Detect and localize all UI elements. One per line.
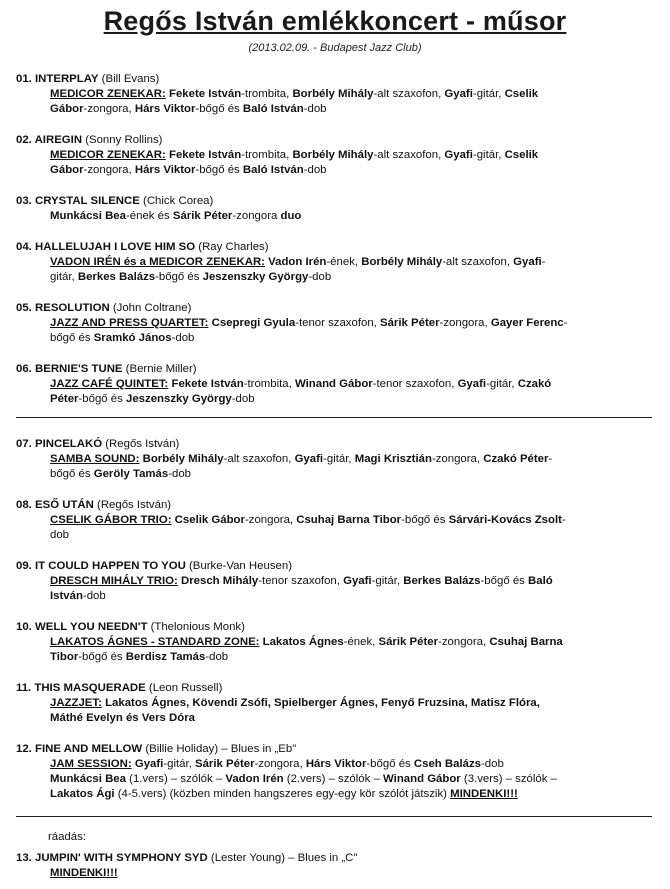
performer-name: Borbély Mihály (361, 256, 443, 268)
performer-name: Czakó Péter (483, 453, 549, 465)
performer-name: Máthé Evelyn és Vers Dóra (50, 712, 195, 724)
song-composer: (Thelonious Monk) (147, 621, 245, 633)
performers-line (50, 452, 658, 467)
instrument-text: bőgő és (50, 468, 94, 480)
performer-name: Gayer Ferenc (490, 317, 564, 329)
performers-line (50, 209, 658, 224)
program-item (16, 742, 658, 802)
instrument-text: dob (50, 529, 70, 541)
performer-name: Fekete István (168, 149, 242, 161)
instrument-text: -zongora, (431, 453, 484, 465)
performers-line (50, 528, 658, 543)
instrument-text: -bőgő és (195, 103, 243, 115)
performer-name: Sárik Péter (172, 210, 233, 222)
encore-label: ráadás: (48, 831, 86, 843)
instrument-text: -zongora, (83, 164, 135, 176)
instrument-text: -gitár, (323, 453, 355, 465)
instrument-text: -zongora, (244, 514, 297, 526)
performer-name: Berdisz Tamás (125, 651, 206, 663)
instrument-text: -bőgő és (480, 575, 529, 587)
performers-line (50, 589, 658, 604)
song-title (16, 620, 658, 635)
performer-name: István (50, 590, 83, 602)
instrument-text: -zongora, (254, 758, 306, 770)
performers-line (50, 102, 658, 117)
performer-name: Hárs Viktor (305, 758, 367, 770)
performers-line (50, 787, 658, 802)
instrument-text: -gitár, (486, 378, 518, 390)
song-name: 10. WELL YOU NEEDN'T (16, 621, 148, 633)
instrument-text: -ének, (326, 256, 362, 268)
song-title (16, 437, 658, 452)
instrument-text: -alt szaxofon, (373, 88, 445, 100)
song-title (16, 851, 658, 866)
program-item (16, 240, 658, 285)
program-item (16, 851, 658, 881)
instrument-text: -zongora, (439, 317, 491, 329)
program-item (16, 620, 658, 665)
band-name: CSELIK GÁBOR TRIO: (50, 514, 172, 526)
performer-name: Gábor (50, 103, 84, 115)
performer-name: Berkes Balázs (77, 271, 156, 283)
instrument-text: -dob (231, 393, 255, 405)
performer-name: Berkes Balázs (403, 575, 481, 587)
program-item (16, 194, 658, 224)
performer-name: Vadon Irén (268, 256, 327, 268)
performer-name: Borbély Mihály (292, 149, 374, 161)
page-subtitle: (2013.02.09. - Budapest Jazz Club) (248, 42, 422, 54)
performer-name: Csepregi Gyula (211, 317, 296, 329)
band-name: MEDICOR ZENEKAR: (50, 149, 166, 161)
song-name: 03. CRYSTAL SILENCE (16, 195, 140, 207)
performers-line (50, 696, 658, 711)
program-item (16, 498, 658, 543)
performer-name: Borbély Mihály (142, 453, 224, 465)
instrument-text: -dob (308, 271, 332, 283)
instrument-text: -zongora (232, 210, 281, 222)
performer-name: Csuhaj Barna (489, 636, 563, 648)
performers-line (50, 87, 658, 102)
performer-name: Munkácsi Bea (50, 773, 126, 785)
performers-line (50, 513, 658, 528)
performers-line (50, 316, 658, 331)
band-name: SAMBA SOUND: (50, 453, 140, 465)
song-title (16, 681, 658, 696)
performers-line (50, 467, 658, 482)
instrument-text: -tenor szaxofon, (372, 378, 458, 390)
instrument-text: -alt szaxofon, (442, 256, 514, 268)
instrument-text: -gitár, (371, 575, 404, 587)
performers-line (50, 331, 658, 346)
instrument-text: -trombita, (241, 149, 293, 161)
performer-name: Munkácsi Bea (50, 210, 126, 222)
instrument-text: -alt szaxofon, (223, 453, 295, 465)
performer-name: Gyafi (444, 149, 473, 161)
song-composer: (Burke-Van Heusen) (185, 560, 292, 572)
performer-name: Winand Gábor (294, 378, 373, 390)
performer-name: Cselik Gábor (174, 514, 245, 526)
program-item (16, 133, 658, 178)
performer-name: Fekete István (171, 378, 244, 390)
song-name: 06. BERNIE'S TUNE (16, 363, 123, 375)
band-name: JAZZJET: (50, 697, 102, 709)
performer-name: Borbély Mihály (292, 88, 374, 100)
song-composer: (Billie Holiday) (142, 743, 219, 755)
song-composer: (Leon Russell) (145, 682, 223, 694)
band-name: JAZZ CAFÉ QUINTET: (50, 378, 169, 390)
performers-line (50, 270, 658, 285)
band-name: JAM SESSION: (50, 758, 132, 770)
band-name: JAZZ AND PRESS QUARTET: (50, 317, 209, 329)
instrument-text: -bőgő és (155, 271, 203, 283)
song-composer: (Lester Young) (207, 852, 286, 864)
instrument-text: -zongora, (83, 103, 135, 115)
performer-name: Dresch Mihály (181, 575, 259, 587)
performer-name: Vadon Irén (225, 773, 284, 785)
performers-line (50, 392, 658, 407)
song-composer: (Chick Corea) (139, 195, 214, 207)
song-composer: (Ray Charles) (195, 241, 269, 253)
instrument-text: -tenor szaxofon, (258, 575, 344, 587)
performer-name: Sramkó János (93, 332, 172, 344)
song-name: 13. JUMPIN' WITH SYMPHONY SYD (16, 852, 208, 864)
song-composer: (John Coltrane) (109, 302, 192, 314)
performer-name: Czakó (517, 378, 552, 390)
instrument-text: -dob (303, 164, 327, 176)
performer-name: Csuhaj Barna Tibor (296, 514, 402, 526)
performer-name: Jeszenszky György (202, 271, 309, 283)
band-name: MINDENKI!!! (50, 867, 118, 879)
song-name: 01. INTERPLAY (16, 73, 99, 85)
performer-name: Sárik Péter (378, 636, 439, 648)
performers-line (50, 377, 658, 392)
performer-name: Cselik (504, 149, 539, 161)
instrument-text: -gitár, (472, 88, 505, 100)
song-composer: (Regős István) (102, 438, 180, 450)
song-title (16, 498, 658, 513)
performer-name: Gábor (50, 164, 84, 176)
performer-name: MINDENKI!!! (450, 788, 518, 800)
performers-line (50, 757, 658, 772)
instrument-text: -zongora, (438, 636, 490, 648)
instrument-text: -gitár, (163, 758, 195, 770)
band-name: MEDICOR ZENEKAR: (50, 88, 166, 100)
instrument-text: -trombita, (243, 378, 295, 390)
program-item (16, 362, 658, 407)
song-title (16, 362, 658, 377)
performer-name: Hárs Viktor (134, 164, 196, 176)
program-item (16, 437, 658, 482)
performer-name: Baló István (242, 164, 304, 176)
song-composer: (Regős István) (93, 499, 172, 511)
song-title (16, 742, 658, 757)
song-title (16, 133, 658, 148)
song-name: 12. FINE AND MELLOW (16, 743, 143, 755)
song-key: – Blues in „Eb" (218, 743, 297, 755)
instrument-text: -dob (205, 651, 229, 663)
performer-name: Péter (50, 393, 79, 405)
instrument-text: -dob (481, 758, 504, 770)
instrument-text: - (548, 453, 553, 465)
performer-name: Winand Gábor (383, 773, 461, 785)
instrument-text: -tenor szaxofon, (295, 317, 380, 329)
instrument-text: -ének és (125, 210, 173, 222)
performers-line (50, 772, 658, 787)
instrument-text: -bőgő és (78, 651, 126, 663)
instrument-text: -alt szaxofon, (373, 149, 445, 161)
performer-name: Fekete István (168, 88, 242, 100)
performer-name: Hárs Viktor (134, 103, 196, 115)
performers-line (50, 866, 658, 881)
song-key: – Blues in „C" (285, 852, 358, 864)
page-title: Regős István emlékkoncert - műsor (103, 6, 567, 36)
program-item (16, 681, 658, 726)
instrument-text: -bőgő és (195, 164, 243, 176)
performer-name: Gyafi (134, 758, 164, 770)
song-name: 05. RESOLUTION (16, 302, 110, 314)
performer-name: Lakatos Ágnes (262, 636, 344, 648)
program-item (16, 559, 658, 604)
instrument-text: -dob (82, 590, 106, 602)
song-name: 09. IT COULD HAPPEN TO YOU (16, 560, 186, 572)
instrument-text: -bőgő és (78, 393, 126, 405)
instrument-text: - (561, 514, 566, 526)
performer-name: Cselik (504, 88, 539, 100)
song-name: 02. AIREGIN (16, 134, 83, 146)
instrument-text: (3.vers) – szólók – (460, 773, 557, 785)
performers-line (50, 711, 658, 726)
performers-line (50, 574, 658, 589)
instrument-text: bőgő és (50, 332, 94, 344)
performer-name: Jeszenszky György (126, 393, 232, 405)
performer-name: Gyafi (294, 453, 324, 465)
performers-line (50, 635, 658, 650)
instrument-text: (1.vers) – szólók – (125, 773, 226, 785)
performer-name: Tibor (50, 651, 79, 663)
band-name: DRESCH MIHÁLY TRIO: (50, 575, 178, 587)
performer-name: Sárik Péter (380, 317, 440, 329)
performer-name: Gyafi (343, 575, 372, 587)
song-composer: (Bernie Miller) (122, 363, 197, 375)
instrument-text: -bőgő és (366, 758, 414, 770)
instrument-text: (2.vers) – szólók – (283, 773, 383, 785)
song-title (16, 72, 658, 87)
instrument-text: - (541, 256, 546, 268)
section-divider (16, 417, 652, 418)
song-composer: (Bill Evans) (98, 73, 160, 85)
instrument-text: (4-5.vers) (közben minden hangszeres egy-egy kör szólót játszik) (114, 788, 451, 800)
song-title (16, 194, 658, 209)
performer-name: duo (280, 210, 302, 222)
performer-name: Sárik Péter (194, 758, 255, 770)
performer-name: Baló (528, 575, 553, 587)
instrument-text: -gitár, (472, 149, 505, 161)
performer-name: Magi Krisztián (354, 453, 432, 465)
performers-line (50, 148, 658, 163)
instrument-text: - (563, 317, 568, 329)
band-name: VADON IRÉN és a MEDICOR ZENEKAR: (50, 256, 265, 268)
program-item (16, 72, 658, 117)
song-composer: (Sonny Rollins) (82, 134, 163, 146)
song-name: 08. ESŐ UTÁN (16, 499, 94, 511)
band-name: LAKATOS ÁGNES - STANDARD ZONE: (50, 636, 260, 648)
song-title (16, 240, 658, 255)
performer-name: Lakatos Ágnes, Kövendi Zsófi, Spielberger Ágnes, Fenyő Fruzsina, Matisz Flóra, (101, 697, 540, 709)
instrument-text: -trombita, (241, 88, 293, 100)
performer-name: Gyafi (513, 256, 542, 268)
performer-name: Geröly Tamás (93, 468, 169, 480)
performer-name: Lakatos Ági (50, 788, 115, 800)
program-item (16, 301, 658, 346)
section-divider (16, 816, 652, 817)
instrument-text: -dob (171, 332, 195, 344)
instrument-text: -dob (303, 103, 327, 115)
performer-name: Cseh Balázs (413, 758, 481, 770)
performers-line (50, 163, 658, 178)
instrument-text: gitár, (50, 271, 78, 283)
instrument-text: -dob (168, 468, 192, 480)
instrument-text: -ének, (343, 636, 379, 648)
song-title (16, 559, 658, 574)
performer-name: Gyafi (444, 88, 473, 100)
song-name: 11. THIS MASQUERADE (16, 682, 146, 694)
performer-name: Gyafi (457, 378, 487, 390)
performer-name: Baló István (242, 103, 304, 115)
performers-line (50, 650, 658, 665)
song-title (16, 301, 658, 316)
song-name: 07. PINCELAKÓ (16, 438, 103, 450)
instrument-text: -bőgő és (401, 514, 449, 526)
performers-line (50, 255, 658, 270)
song-name: 04. HALLELUJAH I LOVE HIM SO (16, 241, 196, 253)
performer-name: Sárvári-Kovács Zsolt (448, 514, 562, 526)
